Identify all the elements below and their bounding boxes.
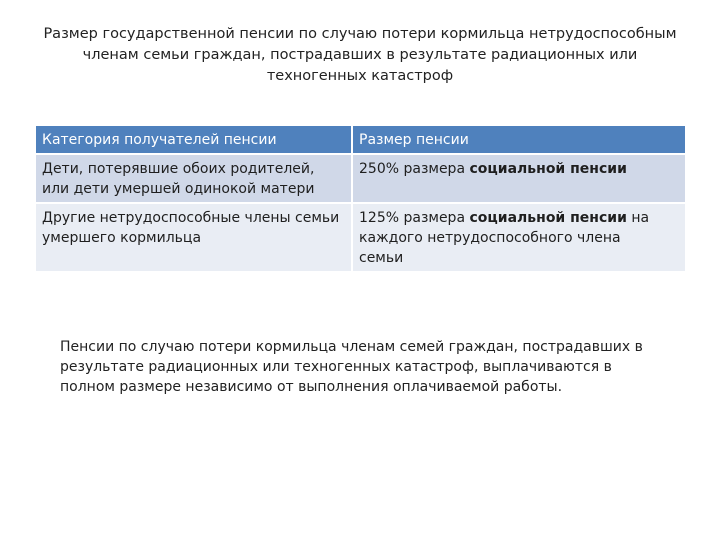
cell-text-line <box>359 159 679 179</box>
pension-table <box>36 126 685 271</box>
cell-text-line <box>359 208 679 228</box>
cell-category <box>36 154 352 203</box>
amount-suffix: на <box>626 210 650 226</box>
cell-amount <box>352 203 685 271</box>
note-line-3: полном размере независимо от выполнения оплачиваемой работы. <box>60 379 563 395</box>
amount-prefix: 125% размера <box>359 210 470 226</box>
page-title <box>24 24 696 87</box>
table-row <box>36 203 685 271</box>
title-line-3: техногенных катастроф <box>266 68 454 84</box>
cell-amount <box>352 154 685 203</box>
table-row <box>36 154 685 203</box>
note-line-2: результате радиационных или техногенных катастроф, выплачиваются в <box>60 359 612 375</box>
cell-text-line: семьи <box>359 250 404 266</box>
amount-bold: социальной пенсии <box>469 210 627 226</box>
note-line-1: Пенсии по случаю потери кормильца членам семей граждан, пострадавших в <box>60 339 643 355</box>
amount-bold: социальной пенсии <box>469 161 627 177</box>
cell-text-line: умершего кормильца <box>42 230 202 246</box>
title-line-2: членам семьи граждан, пострадавших в результате радиационных или <box>82 47 638 63</box>
table-header-row <box>36 126 685 154</box>
cell-text-line: Другие нетрудоспособные члены семьи <box>42 210 340 226</box>
cell-category <box>36 203 352 271</box>
footnote-paragraph <box>60 337 680 397</box>
cell-text-line: или дети умершей одинокой матери <box>42 181 315 197</box>
title-line-1: Размер государственной пенсии по случаю потери кормильца нетрудоспособным <box>43 26 677 42</box>
cell-text-line: каждого нетрудоспособного члена <box>359 230 621 246</box>
cell-text-line: Дети, потерявшие обоих родителей, <box>42 161 315 177</box>
amount-prefix: 250% размера <box>359 161 470 177</box>
header-category: Категория получателей пенсии <box>36 126 352 154</box>
header-amount: Размер пенсии <box>352 126 685 154</box>
